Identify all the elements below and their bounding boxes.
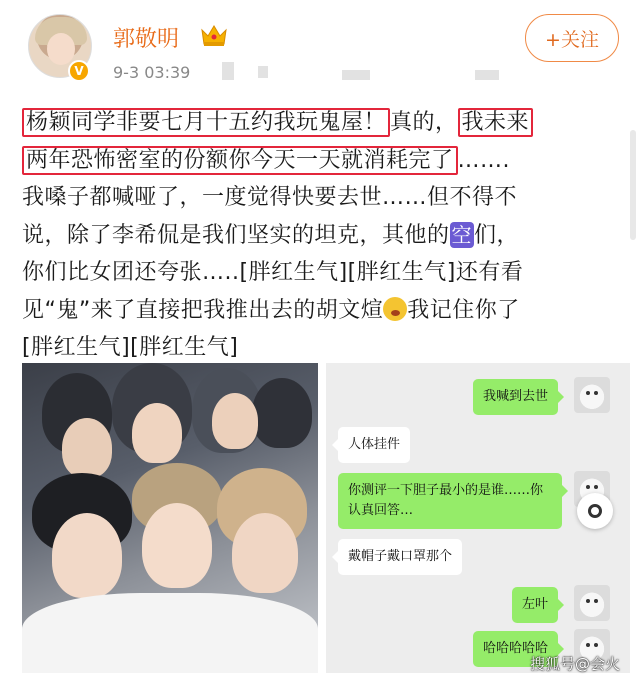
post-line [22, 292, 632, 330]
highlighted-text: 我未来 [458, 108, 534, 137]
post-line: 你们比女团还夸张…..[胖红生气][胖红生气]还有看 [22, 260, 524, 285]
photo-face [62, 418, 112, 478]
chat-bubble-sent: 我喊到去世 [473, 379, 558, 415]
post-line [22, 217, 632, 255]
post-text-segment: ……. [457, 147, 511, 173]
record-icon [588, 504, 602, 518]
chat-avatar [574, 585, 610, 621]
post-line [22, 104, 632, 142]
post-text [22, 104, 632, 367]
chat-bubble-received: 戴帽子戴口罩那个 [338, 539, 462, 575]
floating-action-button[interactable] [577, 493, 613, 529]
kong-emoji-icon: 空 [451, 222, 473, 247]
verified-badge-icon: V [68, 60, 90, 82]
redacted-block [342, 70, 370, 80]
photo-face [232, 513, 298, 593]
photo-face [52, 513, 122, 598]
redacted-block [258, 66, 268, 78]
photo-face [142, 503, 212, 588]
redacted-block [222, 62, 234, 80]
crown-icon [200, 22, 228, 48]
photo-clothes [22, 593, 318, 673]
username[interactable]: 郭敬明 [113, 27, 180, 52]
photo-face [212, 393, 258, 449]
post-text-segment: 我记住你了 [407, 297, 520, 323]
avatar-face [47, 33, 75, 65]
chat-bubble-sent: 你测评一下胆子最小的是谁……你认真回答… [338, 473, 562, 529]
redacted-block [475, 70, 499, 80]
group-photo[interactable] [22, 363, 318, 673]
mention-link[interactable]: 见“鬼”来了直接把我推出去的胡文煊 [22, 297, 384, 323]
chat-bubble-sent: 左叶 [512, 587, 558, 623]
highlighted-text: 两年恐怖密室的份额你今天一天就消耗完了 [22, 146, 458, 175]
post-timestamp: 9-3 03:39 [113, 63, 191, 82]
chat-avatar [574, 377, 610, 413]
photo-face [132, 403, 182, 463]
post-line: 我嗓子都喊哑了，一度觉得快要去世……但不得不 [22, 185, 518, 210]
chat-bubble-received: 人体挂件 [338, 427, 410, 463]
post-text-segment: 们， [474, 222, 520, 248]
post-line: [胖红生气][胖红生气] [22, 335, 239, 360]
post-text-segment: 说，除了李希侃是我们坚实的坦克，其他的 [22, 222, 450, 248]
post-line [22, 142, 632, 180]
follow-button[interactable]: +关注 [525, 14, 619, 62]
shouting-face-emoji-icon [383, 297, 407, 321]
chat-bubble-sent: 哈哈哈哈哈 [473, 631, 558, 667]
post-text-segment: 真的， [390, 110, 458, 135]
watermark: 搜狐号@会火 [530, 655, 621, 673]
highlighted-text: 杨颖同学非要七月十五约我玩鬼屋！ [22, 108, 390, 137]
photo-person [252, 378, 312, 448]
